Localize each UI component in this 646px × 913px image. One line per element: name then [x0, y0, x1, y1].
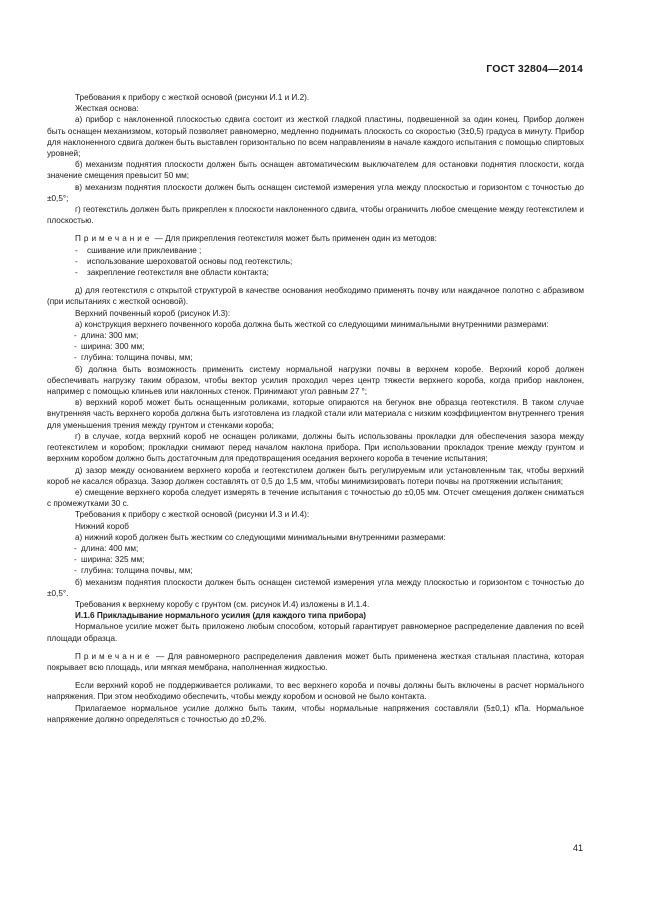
paragraph: Нижний короб — [75, 521, 129, 531]
section-heading: И.1.6 Прикладывание нормального усилия (для каждого типа прибора) — [75, 611, 367, 621]
dash-marker: - — [74, 566, 77, 576]
note-text: — Для прикрепления геотекстиля может быть применен один из методов: — [152, 234, 437, 244]
paragraph: Если верхний короб не поддерживается роликами, то вес верхнего короба и почвы должны быть включены в расчет нормального напряжения. При этом необходимо обеспечить, чтобы между коробом и основой не было контакта. — [47, 681, 584, 702]
paragraph: Жесткая основа: — [75, 104, 139, 114]
dash-marker: - — [74, 543, 77, 553]
note-text: — Для равномерного распределения давления может быть применена жесткая стальная пластина, которая покрывает всю площадь, или мягкая мембрана, наполненная жидкостью. — [47, 651, 584, 672]
list-item — [47, 352, 584, 363]
standard-header: ГОСТ 32804—2014 — [486, 63, 583, 75]
paragraph: в) механизм поднятия плоскости должен быть оснащен системой измерения угла между плоскостью и горизонтом с точностью до ±0,5°; — [47, 182, 584, 203]
paragraph: г) геотекстиль должен быть прикреплен к плоскости наклоненного сдвига, чтобы ограничить любое смещение между геотекстилем и плоскостью. — [47, 205, 584, 226]
list-item-text: закрепление геотекстиля вне области контакта; — [87, 268, 269, 278]
list-item-text: глубина: толщина почвы, мм; — [81, 353, 193, 363]
dash-list — [47, 543, 584, 577]
dash-marker: - — [74, 555, 77, 565]
paragraph: е) смещение верхнего короба следует измерять в течение испытания с точностью до ±0,05 мм. Отсчет смещения должен сниматься с промежутками 30 с. — [47, 487, 584, 509]
paragraph: Верхний почвенный короб (рисунок И.3): — [75, 308, 231, 318]
dash-marker: - — [75, 256, 78, 266]
dash-marker: - — [74, 331, 77, 341]
dash-list — [47, 245, 584, 279]
dash-marker: - — [74, 342, 77, 352]
list-item — [47, 341, 584, 352]
paragraph: д) зазор между основанием верхнего короба и геотекстилем должен быть регулируемым или установленным так, чтобы верхний короб не касался образца. Зазор должен составлять от 0,5 до 1,5 мм, чтобы минимизировать потери почвы на протяжении испытания; — [47, 465, 584, 486]
paragraph: д) для геотекстиля с открытой структурой в качестве основания необходимо применять почву или наждачное полотно с абразивом (при испытаниях с жесткой основой). — [47, 286, 584, 307]
page-number: 41 — [572, 843, 583, 853]
list-item — [47, 256, 584, 267]
list-item — [47, 554, 584, 565]
list-item — [47, 565, 584, 576]
paragraph: б) механизм поднятия плоскости должен быть оснащен системой измерения угла между плоскостью и горизонтом с точностью до ±0,5°. — [47, 577, 584, 598]
paragraph: г) в случае, когда верхний короб не оснащен роликами, должны быть использованы прокладки для обеспечения зазора между геотекстилем и коробом; прокладки снимают перед началом наклона прибора. При использовании прокладок трение между грунтом и верхним коробом должно быть достаточным для предотвращения оседания верхнего короба в течение испытания; — [47, 431, 584, 464]
list-item-text: сшивание или приклеивание ; — [87, 245, 202, 255]
paragraph: Требования к прибору с жесткой основой (рисунки И.3 и И.4): — [75, 510, 310, 520]
paragraph: б) механизм поднятия плоскости должен быть оснащен автоматическим выключателем для остановки поднятия плоскости, когда значение смещения превысит 50 мм; — [47, 160, 584, 181]
dash-marker: - — [75, 268, 78, 278]
dash-marker: - — [74, 353, 77, 363]
paragraph: Прилагаемое нормальное усилие должно быть таким, чтобы нормальные напряжения составляли (5±0,1) кПа. Нормальное напряжение должно определяться с точностью до ±0,2%. — [47, 703, 584, 724]
note-paragraph — [47, 233, 584, 244]
paragraph: Требования к верхнему коробу с грунтом (см. рисунок И.4) изложены в И.1.4. — [75, 599, 370, 609]
list-item — [47, 330, 584, 341]
list-item-text: использование шероховатой основы под геотекстиль; — [87, 256, 293, 266]
paragraph: а) конструкция верхнего почвенного короба должна быть жесткой со следующими минимальными внутренними размерами: — [75, 319, 549, 329]
dash-list — [47, 330, 584, 364]
paragraph: в) верхний короб может быть оснащенным роликами, которые опираются на бегунок вне образца геотекстиля. В таком случае внутренняя часть верхнего короба должна быть изготовлена из гладкой стали или материала с низким коэффициентом внутреннего трения для уменьшения трения между грунтом и стенками короба; — [47, 398, 584, 430]
list-item — [47, 543, 584, 554]
note-label: Примечание — [75, 234, 153, 244]
paragraph: Требования к прибору с жесткой основой (рисунки И.1 и И.2). — [75, 93, 310, 102]
list-item-text: длина: 300 мм; — [81, 331, 139, 341]
dash-marker: - — [75, 245, 78, 255]
list-item-text: ширина: 300 мм; — [81, 342, 145, 352]
list-item — [47, 245, 584, 256]
list-item — [47, 267, 584, 278]
list-item-text: длина: 400 мм; — [81, 543, 139, 553]
paragraph: Нормальное усилие может быть приложено любым способом, который гарантирует равномерное распределение давления по всей площади образца. — [47, 622, 584, 643]
list-item-text: глубина: толщина почвы, мм; — [81, 566, 193, 576]
note-label: Примечание — [75, 651, 153, 661]
paragraph: а) прибор с наклоненной плоскостью сдвига состоит из жесткой гладкой пластины, подвешенной за один конец. Прибор должен быть оснащен механизмом, который позволяет равномерно, медленно поднимать плоскость со скоростью (3±0,5) градуса в минуту. Прибор для наклоненного сдвига должен быть выставлен горизонтально по всем направлениям в начале каждого испытания с помощью спиртовых уровней; — [47, 115, 584, 159]
document-body — [47, 92, 584, 725]
list-item-text: ширина: 325 мм; — [81, 555, 145, 565]
paragraph: а) нижний короб должен быть жестким со следующими минимальными внутренними размерами: — [75, 532, 446, 542]
note-paragraph — [47, 651, 584, 673]
paragraph: б) должна быть возможность применить систему нормальной нагрузки почвы в верхнем коробе. Верхний короб должен обеспечивать нагрузку таким образом, чтобы вектор усилия проходил через центр тяжести верхнего короба, когда прибор наклонен, например с помощью клиньев или наклонных стенок. Принимают угол равным 27 °; — [47, 364, 584, 397]
